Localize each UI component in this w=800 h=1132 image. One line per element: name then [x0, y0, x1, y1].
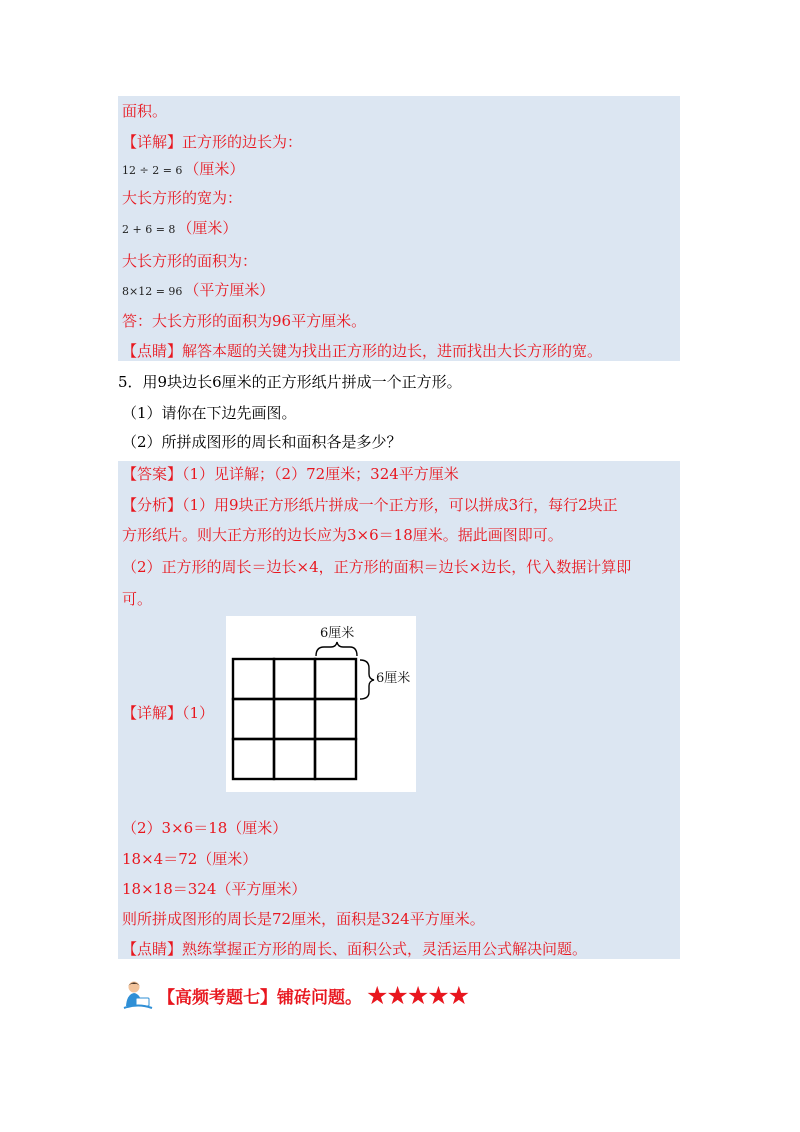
question-part2: （2）所拼成图形的周长和面积各是多少？: [122, 433, 402, 451]
conclusion-line: 则所拼成图形的周长是72厘米，面积是324平方厘米。: [122, 910, 485, 928]
grid-cell: [233, 739, 274, 779]
grid-cell: [274, 659, 315, 699]
question-part1: （1）请你在下边先画图。: [122, 404, 297, 422]
section-heading: [122, 978, 468, 1012]
grid-cell: [315, 659, 356, 699]
calc-side: （2）3×6＝18（厘米）: [122, 819, 288, 837]
calc-area-square: 18×18＝324（平方厘米）: [122, 880, 307, 898]
top-brace: [316, 642, 357, 656]
formula-width: 2 + 6 = 8: [122, 223, 176, 236]
question-stem: 5．用9块边长6厘米的正方形纸片拼成一个正方形。: [118, 373, 462, 391]
width-heading: 大长方形的宽为：: [122, 189, 243, 207]
calc-side-length: 12 ÷ 2 = 6 （厘米）: [122, 160, 245, 178]
analysis-line-4: 可。: [122, 590, 153, 608]
area-heading: 大长方形的面积为：: [122, 252, 258, 270]
formula-side: 12 ÷ 2 = 6: [122, 164, 183, 177]
analysis-line-2: 方形纸片。则大正方形的边长应为3×6＝18厘米。据此画图即可。: [122, 526, 563, 544]
grid-cells: [233, 659, 356, 779]
detail-label: 【详解】（1）: [122, 704, 215, 722]
detail-heading: 【详解】正方形的边长为：: [122, 133, 303, 151]
tip-line: 【点睛】解答本题的关键为找出正方形的边长，进而找出大长方形的宽。: [122, 342, 603, 360]
answer-line: 答：大长方形的面积为96平方厘米。: [122, 312, 367, 330]
grid-cell: [274, 699, 315, 739]
answer-summary: 【答案】（1）见详解；（2）72厘米；324平方厘米: [122, 465, 459, 483]
tip-line-2: 【点睛】熟练掌握正方形的周长、面积公式，灵活运用公式解决问题。: [122, 940, 588, 958]
grid-cell: [315, 699, 356, 739]
difficulty-stars: ★★★★★: [366, 980, 469, 1010]
grid-cell: [315, 739, 356, 779]
text-area-end: 面积。: [122, 102, 168, 120]
calc-area: 8×12 = 96 （平方厘米）: [122, 281, 275, 299]
grid-cell: [233, 659, 274, 699]
side-brace: [360, 660, 374, 699]
section-title: 【高频考题七】铺砖问题。: [158, 987, 362, 1008]
calc-width: 2 + 6 = 8 （厘米）: [122, 219, 238, 237]
grid-figure: [226, 616, 416, 792]
calc-perimeter: 18×4＝72（厘米）: [122, 850, 258, 868]
grid-cell: [274, 739, 315, 779]
side-dimension-label: 6厘米: [376, 671, 411, 686]
analysis-line-1: 【分析】（1）用9块正方形纸片拼成一个正方形，可以拼成3行，每行2块正: [122, 496, 618, 514]
grid-cell: [233, 699, 274, 739]
formula-area: 8×12 = 96: [122, 285, 183, 298]
student-icon: [122, 979, 154, 1011]
grid-drawing: [226, 616, 416, 792]
top-dimension-label: 6厘米: [320, 626, 355, 641]
analysis-line-3: （2）正方形的周长＝边长×4，正方形的面积＝边长×边长，代入数据计算即: [122, 558, 632, 576]
